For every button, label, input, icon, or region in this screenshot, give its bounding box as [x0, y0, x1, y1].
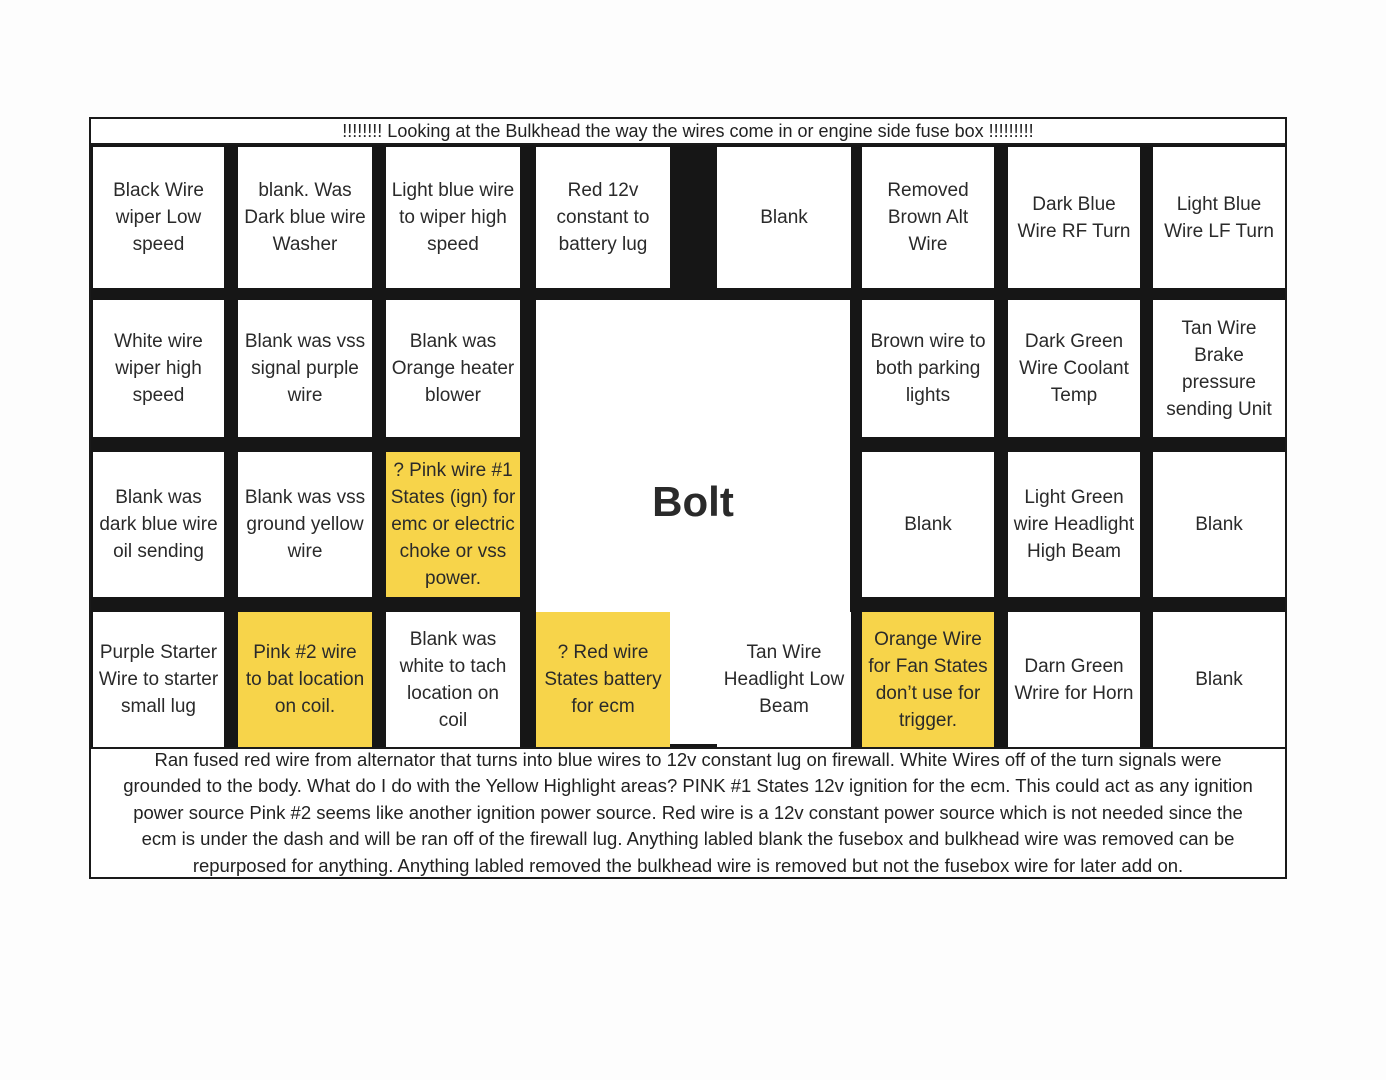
cell-r3-c2 [238, 452, 372, 597]
cell-label: Blank was Orange heater blower [391, 331, 515, 406]
cell-label: Blank was vss ground yellow wire [244, 487, 366, 562]
cell-r1-c4 [536, 147, 670, 288]
cell-label: White wire wiper high speed [114, 331, 203, 406]
cell-label: Darn Green Wrire for Horn [1014, 655, 1134, 704]
cell-r2-c8 [1153, 300, 1285, 437]
bolt-label: Bolt [652, 478, 734, 525]
notes-line: ecm is under the dash and will be ran off of the firewall lug. Anything labled blank the fusebox and bulkhead wire was removed can be [141, 828, 1235, 850]
cell-label: Light blue wire to wiper high speed [391, 180, 515, 255]
cell-r4-c7 [1008, 612, 1140, 747]
cell-label: ? Red wire States battery for ecm [544, 642, 662, 717]
cell-r2-c3 [386, 300, 520, 437]
header-text: !!!!!!!! Looking at the Bulkhead the way the wires come in or engine side fuse box !!!!!!!!! [342, 121, 1034, 141]
cell-r4-c3 [386, 612, 520, 747]
cell-label: Pink #2 wire to bat location on coil. [245, 642, 365, 717]
cell-label: Blank [904, 514, 952, 535]
cell-label: Blank was white to tach location on coil [399, 628, 507, 731]
cell-label: Brown wire to both parking lights [870, 331, 986, 406]
notes-text [123, 747, 1253, 880]
cell-r4-c4-highlighted [536, 612, 670, 747]
cell-r4-c6-highlighted [862, 612, 994, 747]
cell-label: Blank [760, 207, 808, 228]
cell-r4-c2-highlighted [238, 612, 372, 747]
cell-r1-c8 [1153, 147, 1285, 288]
cell-r3-c1 [93, 452, 224, 597]
cell-r2-c6 [862, 300, 994, 437]
cell-r3-c7 [1008, 452, 1140, 597]
cell-label: blank. Was Dark blue wire Washer [244, 180, 366, 255]
cell-label: Blank was vss signal purple wire [244, 331, 366, 406]
cell-label: Blank was dark blue wire oil sending [99, 487, 218, 562]
cell-label: Blank [1195, 514, 1243, 535]
cell-label: Tan Wire Brake pressure sending Unit [1166, 317, 1272, 420]
notes-line: grounded to the body. What do I do with the Yellow Highlight areas? PINK #1 States 12v ignition for the ecm. This could act as any ignition [123, 775, 1253, 797]
cell-r3-c3-highlighted [386, 452, 520, 597]
cell-r1-c2 [238, 147, 372, 288]
cell-label: Light Blue Wire LF Turn [1164, 193, 1274, 242]
cell-label: Tan Wire Headlight Low Beam [723, 642, 845, 717]
cell-r2-c1 [93, 300, 224, 437]
notes-line: repurposed for anything. Anything labled removed the bulkhead wire is removed but not the fusebox wire for later add on. [192, 854, 1184, 876]
cell-r1-c7 [1008, 147, 1140, 288]
cell-r3-c6 [862, 452, 994, 597]
diagram-header [91, 119, 1285, 145]
cell-label: Dark Green Wire Coolant Temp [1019, 331, 1129, 406]
cell-label: Dark Blue Wire RF Turn [1017, 193, 1131, 242]
cell-r1-c6 [862, 147, 994, 288]
notes-line: power source Pink #2 seems like another ignition power source. Red wire is a 12v constant power source which is not needed since the [133, 801, 1243, 823]
cell-r1-c1 [93, 147, 224, 288]
cell-label: Orange Wire for Fan States don’t use for trigger. [868, 628, 988, 731]
cell-r2-c2 [238, 300, 372, 437]
cell-r4-c8 [1153, 612, 1285, 747]
cell-r2-c7 [1008, 300, 1140, 437]
cell-label: Red 12v constant to battery lug [556, 180, 650, 255]
cell-label: Black Wire wiper Low speed [113, 180, 204, 255]
cell-label: Purple Starter Wire to starter small lug [98, 642, 219, 717]
cell-label: Light Green wire Headlight High Beam [1013, 487, 1135, 562]
cell-r4-c5 [717, 612, 851, 747]
cell-label: Blank [1195, 669, 1243, 690]
cell-r1-c5 [717, 147, 851, 288]
notes-footer [91, 747, 1285, 877]
cell-r1-c3 [386, 147, 520, 288]
cell-r3-c8 [1153, 452, 1285, 597]
notes-line: Ran fused red wire from alternator that turns into blue wires to 12v constant lug on firewall. White Wires off of the turn signals were [154, 748, 1222, 770]
cell-label: ? Pink wire #1 States (ign) for emc or electric choke or vss power. [390, 460, 516, 589]
cell-r4-c1 [93, 612, 224, 747]
bulkhead-grid [91, 145, 1285, 747]
cell-label: Removed Brown Alt Wire [887, 180, 969, 255]
